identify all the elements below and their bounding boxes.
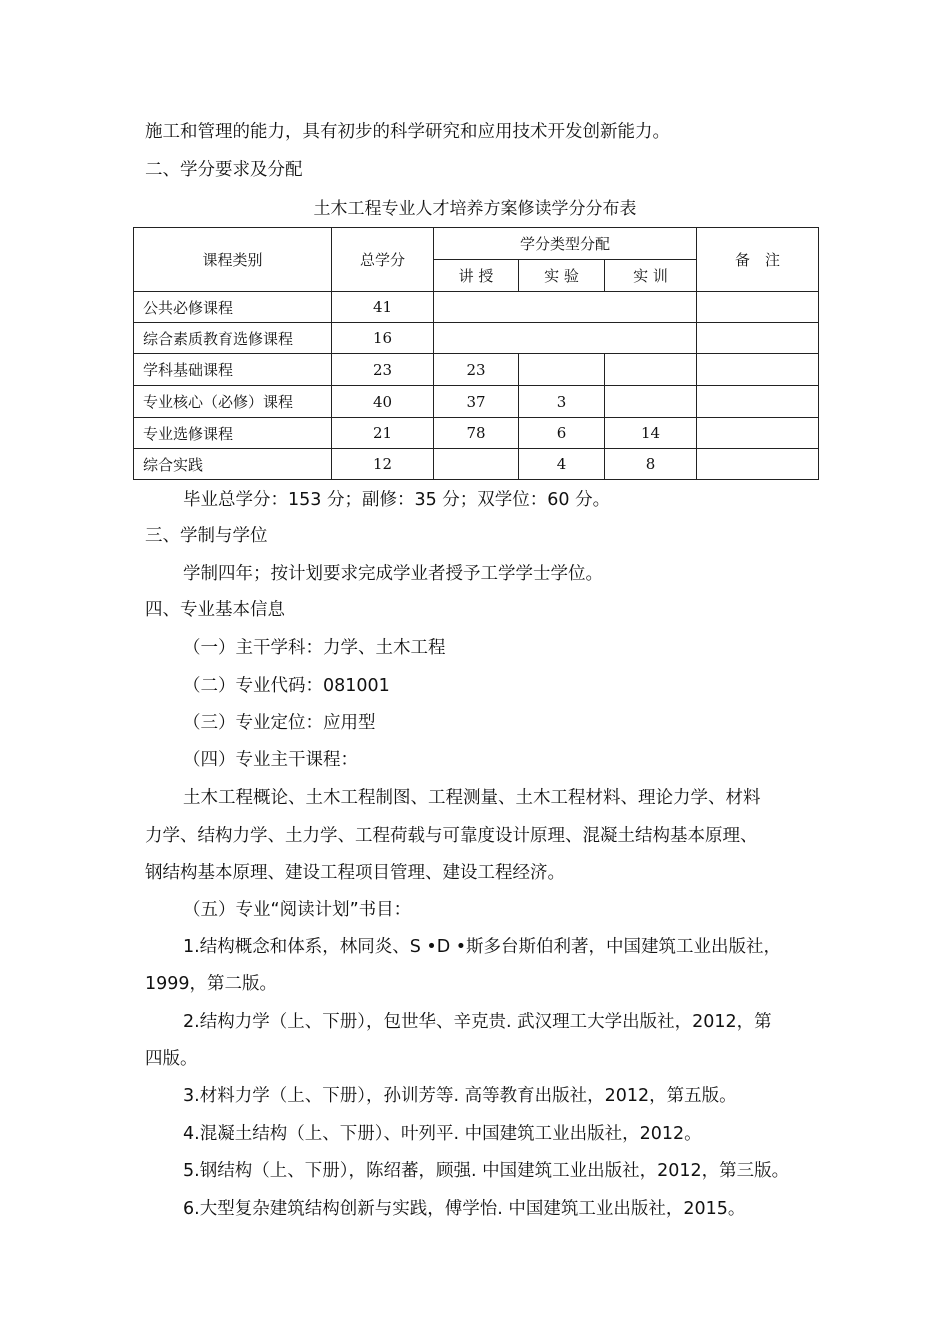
row-total: 41 — [332, 292, 434, 323]
info-item-core-courses: （四）专业主干课程： — [183, 750, 358, 770]
header-category: 课程类别 — [134, 228, 332, 292]
section3-heading: 三、学制与学位 — [145, 526, 268, 546]
intro-line: 施工和管理的能力，具有初步的科学研究和应用技术开发创新能力。 — [145, 122, 670, 142]
header-training: 实 训 — [605, 260, 697, 292]
row-experiment — [519, 354, 605, 386]
table-title: 土木工程专业人才培养方案修读学分分布表 — [313, 199, 637, 219]
row-experiment: 3 — [519, 386, 605, 418]
info-item-reading-plan: （五）专业“阅读计划”书目： — [183, 900, 412, 920]
info-item-positioning: （三）专业定位：应用型 — [183, 713, 376, 733]
row-total: 12 — [332, 449, 434, 480]
row-total: 16 — [332, 323, 434, 354]
header-remarks: 备 注 — [697, 228, 819, 292]
row-lecture — [434, 449, 519, 480]
row-total: 21 — [332, 418, 434, 449]
info-item-major-discipline: （一）主干学科：力学、土木工程 — [183, 638, 446, 658]
row-total: 40 — [332, 386, 434, 418]
info-item-major-code: （二）专业代码：081001 — [183, 676, 390, 696]
book-entry: 6.大型复杂建筑结构创新与实践，傅学怡. 中国建筑工业出版社，2015。 — [183, 1199, 746, 1219]
row-lecture: 78 — [434, 418, 519, 449]
row-remarks — [697, 449, 819, 480]
book-entry: 3.材料力学（上、下册），孙训芳等. 高等教育出版社，2012，第五版。 — [183, 1086, 737, 1106]
section3-body: 学制四年；按计划要求完成学业者授予工学学士学位。 — [183, 564, 603, 584]
courses-line: 力学、结构力学、土力学、工程荷载与可靠度设计原理、混凝土结构基本原理、 — [145, 826, 758, 846]
row-category: 综合素质教育选修课程 — [134, 323, 332, 354]
book-entry: 4.混凝土结构（上、下册）、叶列平. 中国建筑工业出版社，2012。 — [183, 1124, 702, 1144]
row-remarks — [697, 354, 819, 386]
row-experiment: 6 — [519, 418, 605, 449]
row-lecture: 23 — [434, 354, 519, 386]
book-entry: 5.钢结构（上、下册），陈绍蕃，顾强. 中国建筑工业出版社，2012，第三版。 — [183, 1161, 790, 1181]
courses-line: 土木工程概论、土木工程制图、工程测量、土木工程材料、理论力学、材料 — [183, 788, 761, 808]
row-remarks — [697, 292, 819, 323]
header-experiment: 实 验 — [519, 260, 605, 292]
book-entry: 2.结构力学（上、下册），包世华、辛克贵. 武汉理工大学出版社，2012，第 — [183, 1012, 772, 1032]
row-training — [605, 386, 697, 418]
row-category: 综合实践 — [134, 449, 332, 480]
row-lecture: 37 — [434, 386, 519, 418]
section4-heading: 四、专业基本信息 — [145, 600, 285, 620]
row-distribution — [434, 323, 697, 354]
row-category: 专业核心（必修）课程 — [134, 386, 332, 418]
courses-line: 钢结构基本原理、建设工程项目管理、建设工程经济。 — [145, 863, 565, 883]
book-entry: 1.结构概念和体系，林同炎、S •D •斯多台斯伯利著，中国建筑工业出版社， — [183, 937, 782, 957]
row-distribution — [434, 292, 697, 323]
table-header-row — [134, 228, 819, 260]
row-category: 学科基础课程 — [134, 354, 332, 386]
row-experiment: 4 — [519, 449, 605, 480]
row-training: 8 — [605, 449, 697, 480]
header-total: 总学分 — [332, 228, 434, 292]
table-row — [134, 354, 819, 386]
table-row — [134, 449, 819, 480]
book-entry-continued: 1999，第二版。 — [145, 974, 278, 994]
row-training — [605, 354, 697, 386]
graduation-credits: 毕业总学分：153 分；副修：35 分；双学位：60 分。 — [183, 490, 611, 510]
row-remarks — [697, 386, 819, 418]
header-distribution: 学分类型分配 — [434, 228, 697, 260]
row-category: 公共必修课程 — [134, 292, 332, 323]
row-training: 14 — [605, 418, 697, 449]
header-lecture: 讲 授 — [434, 260, 519, 292]
row-remarks — [697, 418, 819, 449]
table-row — [134, 292, 819, 323]
book-entry-continued: 四版。 — [145, 1049, 198, 1069]
row-category: 专业选修课程 — [134, 418, 332, 449]
table-row — [134, 418, 819, 449]
table-row — [134, 323, 819, 354]
row-total: 23 — [332, 354, 434, 386]
row-remarks — [697, 323, 819, 354]
table-row — [134, 386, 819, 418]
credits-table — [133, 227, 819, 480]
section2-heading: 二、学分要求及分配 — [145, 160, 303, 180]
